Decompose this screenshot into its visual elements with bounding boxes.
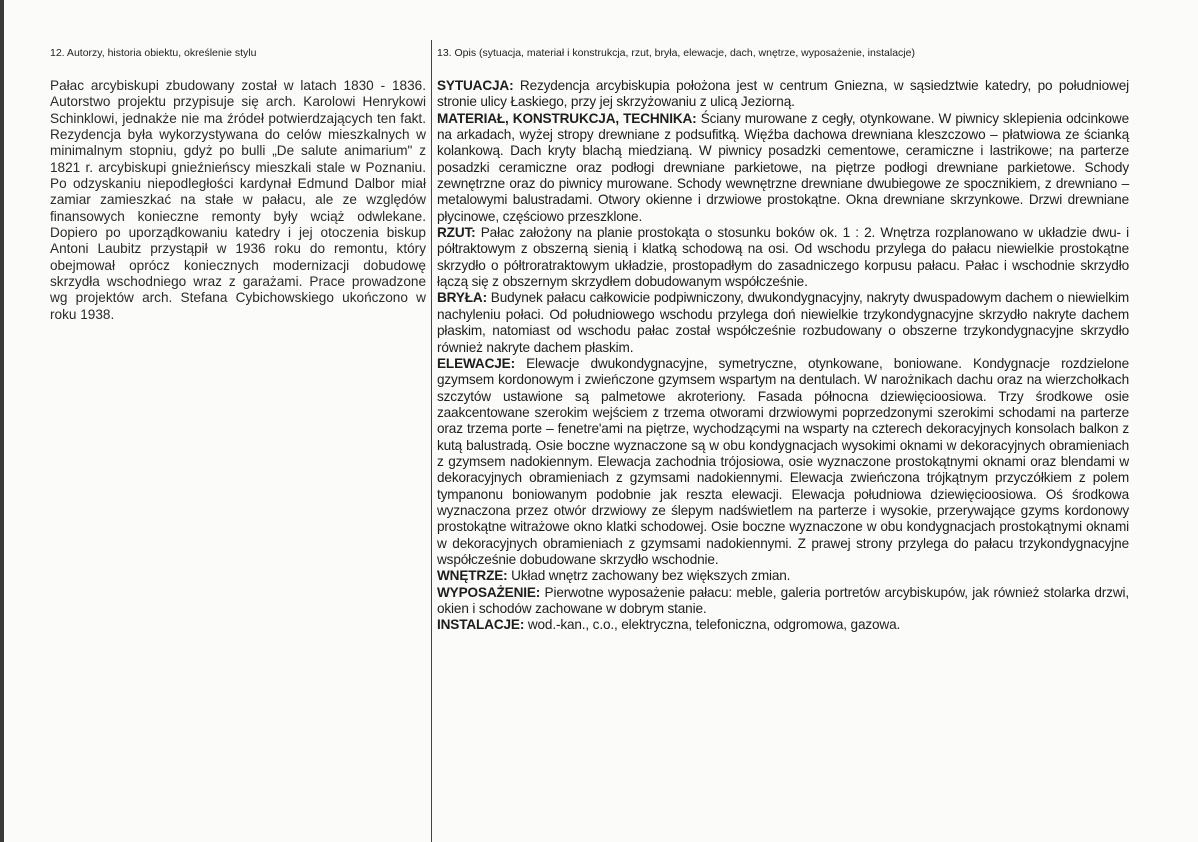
- paragraph-material: [437, 111, 1129, 225]
- text-elewacje: Elewacje dwukondygnacyjne, symetryczne, otynkowane, boniowane. Kondygnacje rozdzielone gzymsem kordonowym i zwieńczone gzymsem wspartym na dentulach. W narożnikach dachu oraz na wierzchołkach szczytów ustawione są palmetowe akroteriony. Fasada północna dziewięcioosiowa. Trzy środkowe osie zaakcentowane szerokim wejściem z trzema otworami drzwiowymi poprzedzonymi szerokimi schodami na parterze oraz trzema porte – fenetre'ami na piętrze, wychodzącymi na wsparty na czterech dekoracyjnych konsolach balkon z kutą balustradą. Osie boczne wyznaczone są w obu kondygnacjach wysokimi oknami w dekoracyjnych obramieniach z gzymsem nadokiennym. Elewacja zachodnia trójosiowa, osie wyznaczone prostokątnymi oknami oraz blendami w dekoracyjnych obramieniach z gzymsami nadokiennymi. Elewacja zwieńczona trójkątnym przyczółkiem z polem tympanonu boniowanym podobnie jak reszta elewacji. Elewacja południowa dziewięcioosiowa. Oś środkowa wyznaczona przez otwór drzwiowy ze ślepym nadświetlem na parterze i wysokie, przerywające gzyms kordonowy prostokątne witrażowe okno klatki schodowej. Osie boczne wyznaczone w obu kondygnacjach prostokątnymi oknami w dekoracyjnych obramieniach z gzymsami nadokiennymi. Z prawej strony przylega do pałacu trzykondygnacyjne współcześnie dobudowane skrzydło wschodnie.: [437, 355, 1129, 567]
- scan-edge: [0, 0, 4, 842]
- label-material: MATERIAŁ, KONSTRUKCJA, TECHNIKA:: [437, 110, 697, 126]
- section-12-header: 12. Autorzy, historia obiektu, określenie stylu: [50, 47, 257, 59]
- paragraph-wnetrze: [437, 568, 1129, 584]
- text-bryla: Budynek pałacu całkowicie podpiwniczony, dwukondygnacyjny, nakryty dwuspadowym dachem o niewielkim nachyleniu połaci. Od południowego wschodu przylega doń niewielkie trzykondygnacyjne skrzydło nakryte dachem płaskim, natomiast od wschodu pałac został współcześnie rozbudowany o obszerne trzykondygnacyjne skrzydło również nakryte dachem płaskim.: [437, 290, 1129, 355]
- column-divider: [431, 40, 432, 842]
- text-sytuacja: Rezydencja arcybiskupia położona jest w centrum Gniezna, w sąsiedztwie katedry, po południowej stronie ulicy Łaskiego, przy jej skrzyżowaniu z ulicą Jeziorną.: [437, 78, 1129, 110]
- paragraph-elewacje: [437, 356, 1129, 568]
- label-wnetrze: WNĘTRZE:: [437, 568, 508, 584]
- text-material: Ściany murowane z cegły, otynkowane. W piwnicy sklepienia odcinkowe na arkadach, wyżej stropy drewniane z podsufitką. Więźba dachowa drewniana kleszczowo – płatwiowa ze ścianką kolankową. Dach kryty blachą miedzianą. W piwnicy posadzki cementowe, ceramiczne i lastrikowe; na parterze posadzki ceramiczne oraz podłogi drewniane parkietowe, na piętrze podłogi drewniane parkietowe. Schody zewnętrzne oraz do piwnicy murowane. Schody wewnętrzne drewniane dwubiegowe ze spocznikiem, z drewniano – metalowymi balustradami. Otwory okienne i drzwiowe prostokątne. Okna drewniane skrzynkowe. Drzwi drewniane płycinowe, częściowo przeszklone.: [437, 110, 1129, 224]
- label-sytuacja: SYTUACJA:: [437, 78, 514, 93]
- label-rzut: RZUT:: [437, 225, 476, 241]
- paragraph-bryla: [437, 290, 1129, 355]
- label-elewacje: ELEWACJE:: [437, 355, 515, 371]
- text-instalacje: wod.-kan., c.o., elektryczna, telefoniczna, odgromowa, gazowa.: [524, 617, 901, 633]
- section-13-content: [437, 78, 1129, 634]
- history-paragraph: Pałac arcybiskupi zbudowany został w latach 1830 - 1836. Autorstwo projektu przypisuje się arch. Karolowi Henrykowi Schinklowi, jednakże nie ma źródeł potwierdzających ten fakt. Rezydencja była wykorzystywana do celów mieszkalnych w minimalnym stopniu, gdyż po bulli „De salute animarium" z 1821 r. arcybiskupi gnieźnieńscy mieszkali stale w Poznaniu. Po odzyskaniu niepodległości kardynał Edmund Dalbor miał zamiar zamieszkać na stałe w pałacu, ale ze względów finansowych konieczne remonty były wciąż odwlekane. Dopiero po uporządkowaniu katedry i jej otoczenia biskup Antoni Laubitz przystąpił w 1936 roku do remontu, który obejmował oprócz koniecznych modernizacji dobudowę skrzydła wschodniego wraz z garażami. Prace prowadzone wg projektów arch. Stefana Cybichowskiego ukończono w roku 1938.: [50, 78, 426, 322]
- label-wyposazenie: WYPOSAŻENIE:: [437, 584, 541, 600]
- paragraph-sytuacja: [437, 78, 1129, 111]
- section-13-header: 13. Opis (sytuacja, materiał i konstrukcja, rzut, bryła, elewacje, dach, wnętrze, wyposażenie, instalacje): [437, 47, 915, 59]
- label-bryla: BRYŁA:: [437, 290, 487, 306]
- paragraph-instalacje: [437, 617, 1129, 633]
- label-instalacje: INSTALACJE:: [437, 617, 525, 633]
- text-rzut: Pałac założony na planie prostokąta o stosunku boków ok. 1 : 2. Wnętrza rozplanowano w układzie dwu- i półtraktowym z obszerną sienią i klatką schodową na osi. Od wschodu przylega do pałacu niewielkie prostokątne skrzydło o półtroratraktowym układzie, prostopadłym do zasadniczego korpusu pałacu. Pałac i wschodnie skrzydło łączą się z obszernym skrzydłem dobudowanym współcześnie.: [437, 225, 1129, 290]
- text-wnetrze: Układ wnętrz zachowany bez większych zmian.: [507, 568, 791, 584]
- paragraph-wyposazenie: [437, 585, 1129, 618]
- paragraph-rzut: [437, 225, 1129, 290]
- section-12-content: [50, 78, 426, 323]
- text-wyposazenie: Pierwotne wyposażenie pałacu: meble, galeria portretów arcybiskupów, jak również stolarka drzwi, okien i schodów zachowane w dobrym stanie.: [437, 584, 1129, 616]
